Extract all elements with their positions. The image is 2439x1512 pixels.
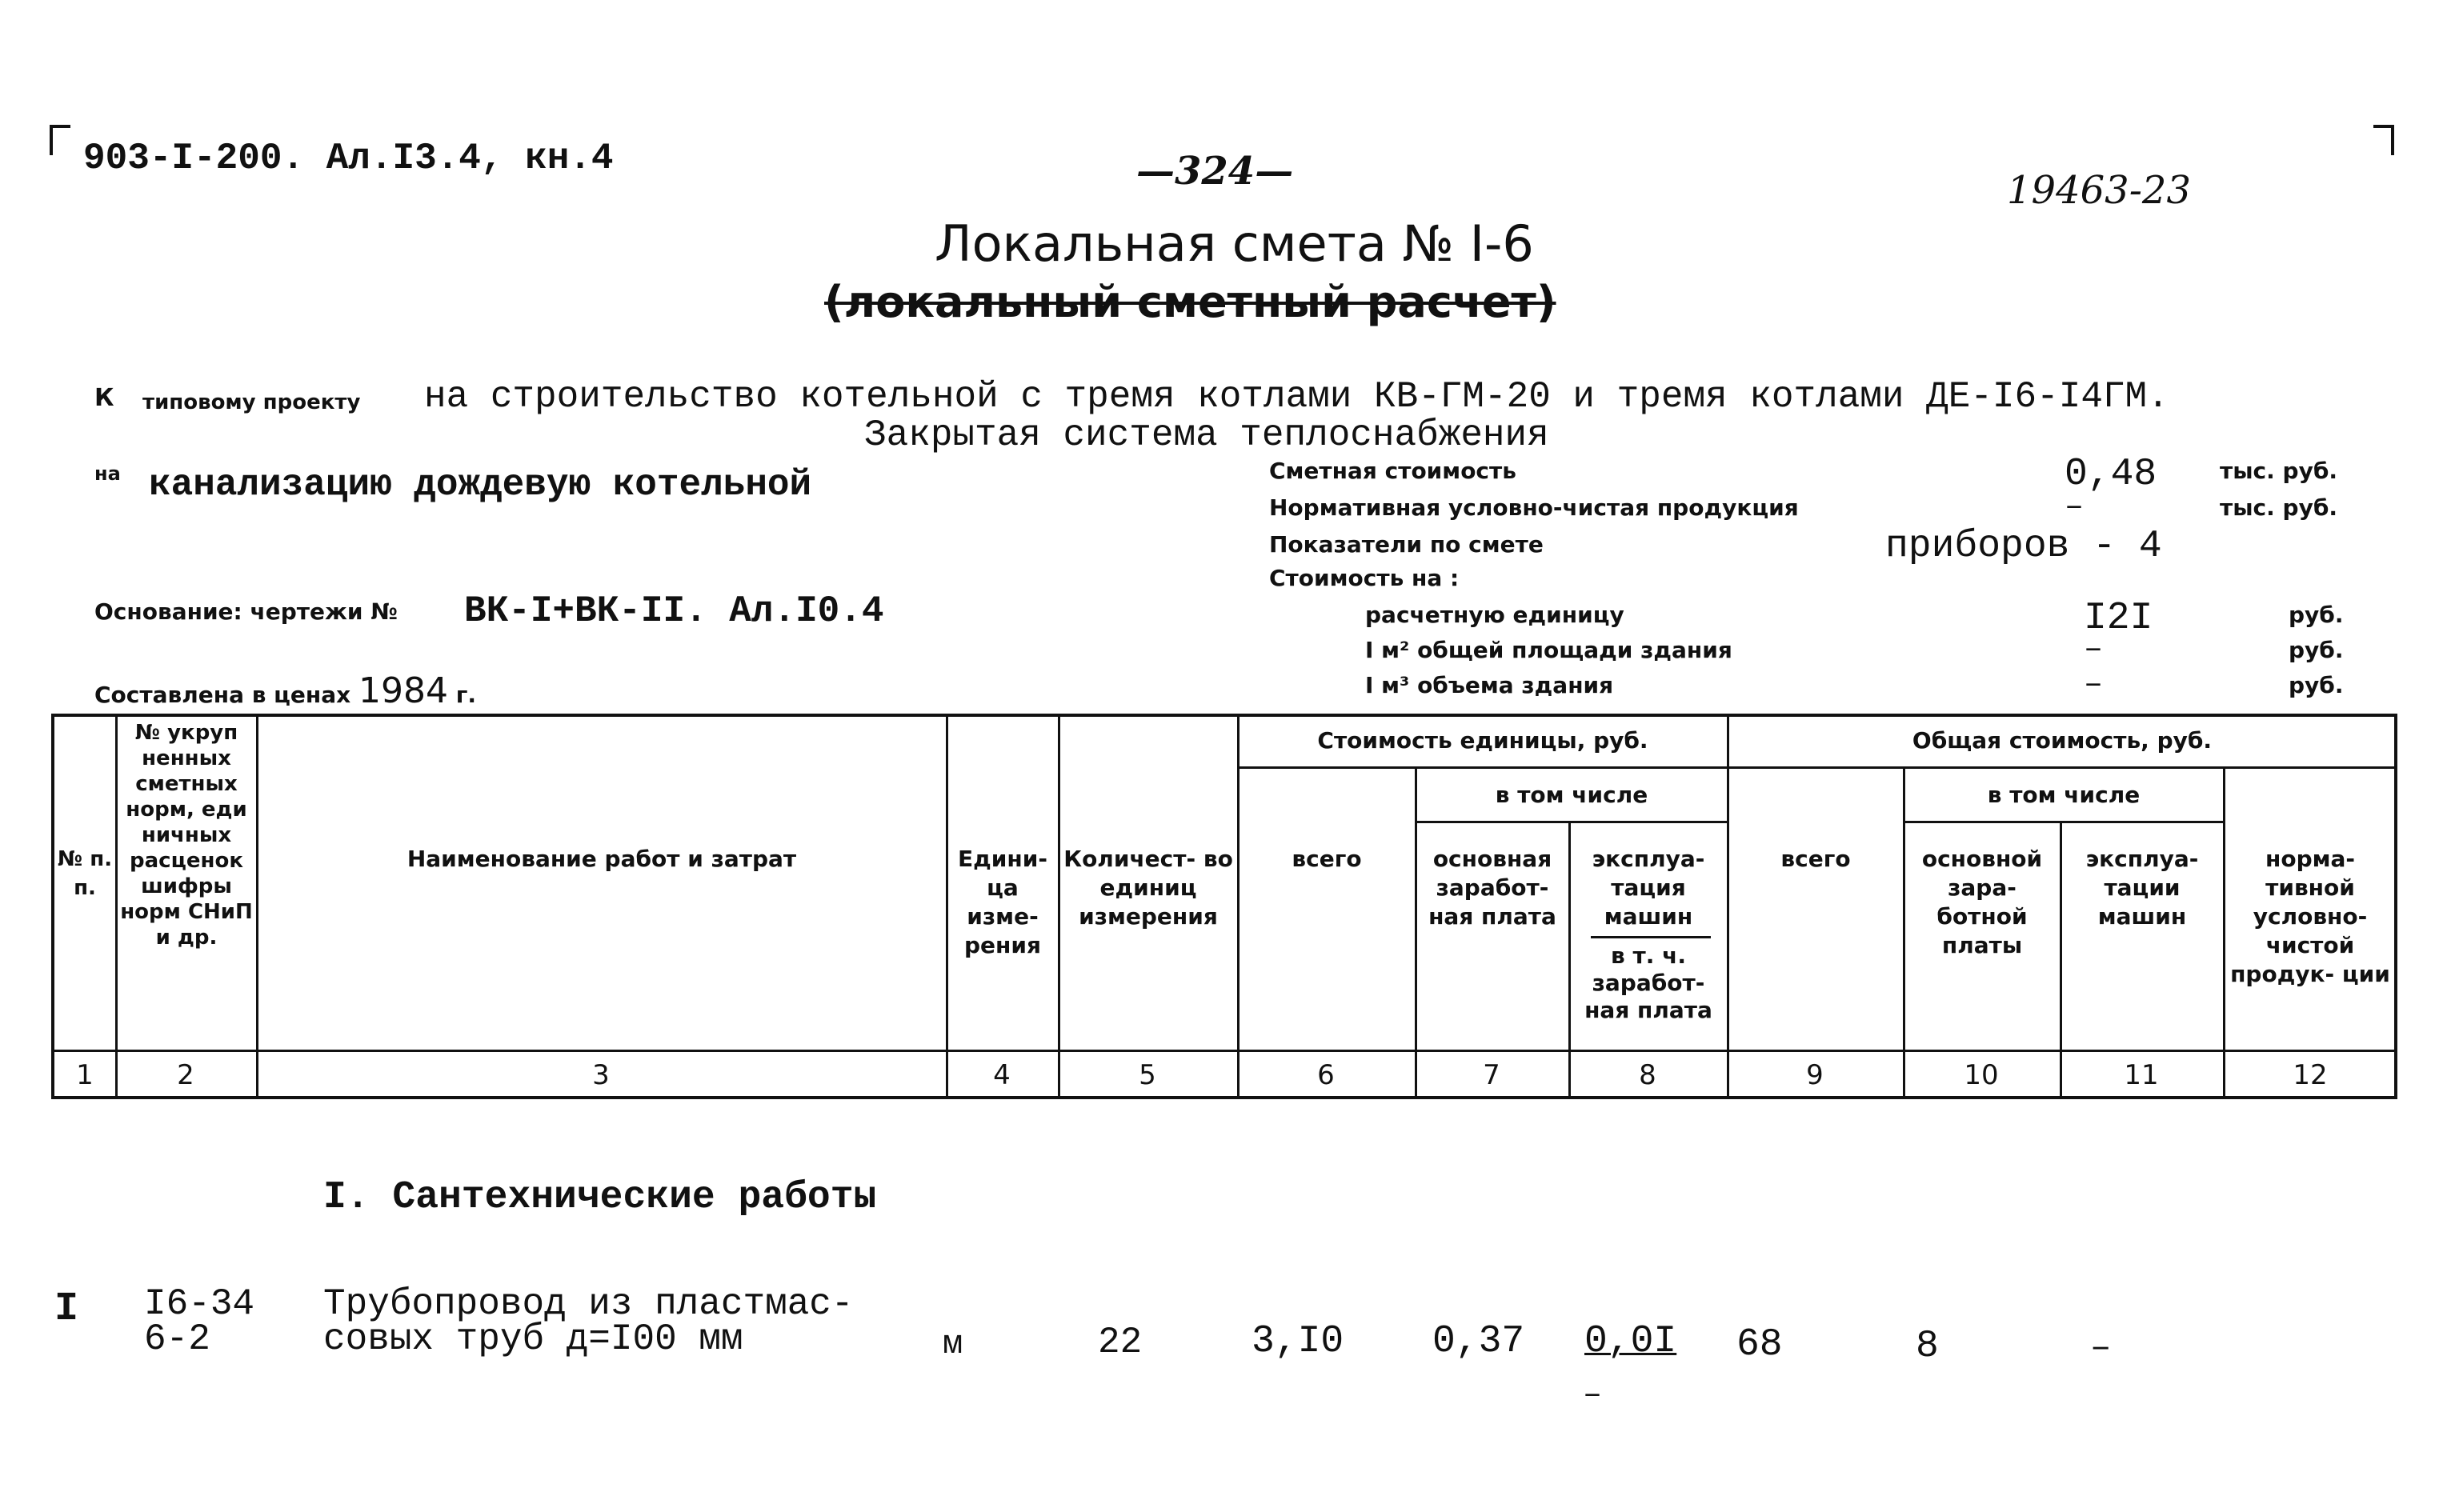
header-incl-2: в том числе [1987, 782, 2141, 808]
summary-indicators-label: Показатели по смете [1269, 531, 1544, 558]
prices-label-a: Составлена в ценах [94, 682, 351, 708]
header-total-cost: Общая стоимость, руб. [1912, 727, 2213, 754]
prices-year: 1984 [358, 670, 448, 711]
header-num: № п. п. [57, 847, 113, 900]
summary-cost-label: Сметная стоимость [1269, 458, 1516, 484]
col-line-11 [2223, 768, 2225, 1096]
col-line-4 [1058, 717, 1060, 1096]
summary-norm-label: Нормативная условно-чистая продукция [1269, 494, 1799, 521]
header-mach-2: эксплуа- тации машин [2085, 846, 2199, 930]
header-qty: Количест- во единиц измерения [1063, 846, 1233, 930]
row-line-group [1237, 766, 2397, 769]
prices-label [94, 670, 476, 711]
col-number-3: 3 [592, 1059, 610, 1091]
summary-volume-unit: руб. [2289, 672, 2344, 698]
row-code-1: I6-34 [144, 1283, 255, 1325]
corner-mark-left [50, 125, 70, 155]
summary-cost-per-label: Стоимость на : [1269, 565, 1460, 591]
row-num: I [54, 1286, 79, 1332]
header-norms: № укруп ненных сметных норм, еди ничных расценок шифры норм СНиП и др. [120, 721, 253, 950]
inventory-number: 19463-23 [2007, 168, 2191, 213]
page-number: —324— [1136, 149, 1294, 194]
row-total: 68 [1736, 1323, 1783, 1366]
na-label: на [94, 462, 121, 485]
summary-unit-unit: руб. [2289, 602, 2344, 628]
row-qty: 22 [1098, 1322, 1143, 1363]
col-line-6 [1415, 768, 1417, 1096]
header-wage-1: основная заработ- ная плата [1428, 846, 1556, 930]
project-line-2: Закрытая система теплоснабжения [864, 414, 1549, 456]
row-unit-mach-wage: – [1583, 1378, 1603, 1414]
summary-area-value: – [2084, 632, 2104, 668]
row-unit-total: 3,I0 [1252, 1320, 1344, 1363]
row-line-incl-2 [1903, 821, 2223, 823]
col-number-8: 8 [1639, 1059, 1656, 1091]
row-unit-mach: 0,0I [1584, 1320, 1677, 1363]
col-line-8 [1727, 717, 1729, 1096]
header-incl-1: в том числе [1495, 782, 1648, 808]
summary-area-unit: руб. [2289, 637, 2344, 663]
summary-cost-value: 0,48 [2065, 453, 2157, 496]
header-wage-2: основной зара- ботной платы [1921, 846, 2043, 958]
summary-volume-value: – [2084, 667, 2104, 703]
row-total-mach: – [2090, 1328, 2112, 1368]
project-line-1: на строительство котельной с тремя котлами КВ-ГМ-20 и тремя котлами ДЕ-I6-I4ГМ. [424, 376, 2169, 418]
basis-label: Основание: чертежи № [94, 598, 398, 625]
na-value: канализацию дождевую котельной [149, 464, 812, 506]
section-title: I. Сантехнические работы [323, 1176, 877, 1219]
col-number-9: 9 [1806, 1059, 1824, 1091]
summary-norm-unit: тыс. руб. [2220, 494, 2338, 521]
header-norm: норма- тивной условно- чистой продук- ции [2230, 846, 2390, 987]
col-line-1 [115, 717, 118, 1096]
summary-volume-label: I м³ объема здания [1365, 672, 1614, 698]
document-title: Локальная смета № I-6 [935, 214, 1534, 273]
header-mach-1: эксплуа- тация машин [1592, 846, 1705, 930]
col-number-5: 5 [1139, 1059, 1156, 1091]
summary-indicators-value: приборов - 4 [1885, 525, 2162, 568]
col-number-2: 2 [177, 1059, 194, 1091]
header-unit-cost: Стоимость единицы, руб. [1317, 727, 1648, 754]
prices-label-b: г. [455, 682, 476, 708]
row-line-numbers [54, 1050, 2397, 1052]
col-number-6: 6 [1317, 1059, 1335, 1091]
row-name-2: совых труб д=I00 мм [323, 1318, 743, 1360]
row-line-mach-sub [1591, 936, 1711, 938]
summary-cost-unit: тыс. руб. [2220, 458, 2338, 484]
summary-norm-value: – [2065, 490, 2085, 526]
basis-value: ВК-I+ВК-II. Ал.I0.4 [464, 590, 884, 632]
col-number-11: 11 [2124, 1059, 2159, 1091]
summary-area-label: I м² общей площади здания [1365, 637, 1732, 663]
summary-unit-label: расчетную единицу [1365, 602, 1624, 628]
row-line-incl-1 [1415, 821, 1727, 823]
row-total-wage: 8 [1916, 1325, 1939, 1368]
row-unit-wage: 0,37 [1432, 1320, 1525, 1363]
col-line-5 [1237, 717, 1240, 1096]
row-unit: м [943, 1325, 963, 1363]
header-all-1: всего [1292, 846, 1362, 872]
estimate-table-header [51, 714, 2397, 1099]
header-all-2: всего [1780, 846, 1851, 872]
header-mach-1-sub: в т. ч. заработ- ная плата [1584, 942, 1712, 1023]
col-line-3 [946, 717, 948, 1096]
col-number-12: 12 [2293, 1059, 2328, 1091]
document-subtitle-struck: (локальный сметный расчет) [824, 277, 1556, 327]
col-line-2 [256, 717, 258, 1096]
col-line-9 [1903, 768, 1905, 1096]
document-code: 903-I-200. Ал.I3.4, кн.4 [83, 138, 614, 179]
project-label: типовому проекту [142, 390, 361, 414]
summary-unit-value: I2I [2084, 597, 2153, 640]
col-number-7: 7 [1483, 1059, 1500, 1091]
k-label: К [94, 384, 114, 412]
header-unit: Едини- ца изме- рения [958, 846, 1047, 958]
corner-mark-right [2373, 125, 2394, 155]
col-number-10: 10 [1964, 1059, 1999, 1091]
row-name-1: Трубопровод из пластмас- [323, 1283, 854, 1325]
col-number-1: 1 [76, 1059, 94, 1091]
row-code-2: 6-2 [144, 1318, 210, 1360]
col-number-4: 4 [993, 1059, 1011, 1091]
header-name: Наименование работ и затрат [406, 846, 797, 872]
